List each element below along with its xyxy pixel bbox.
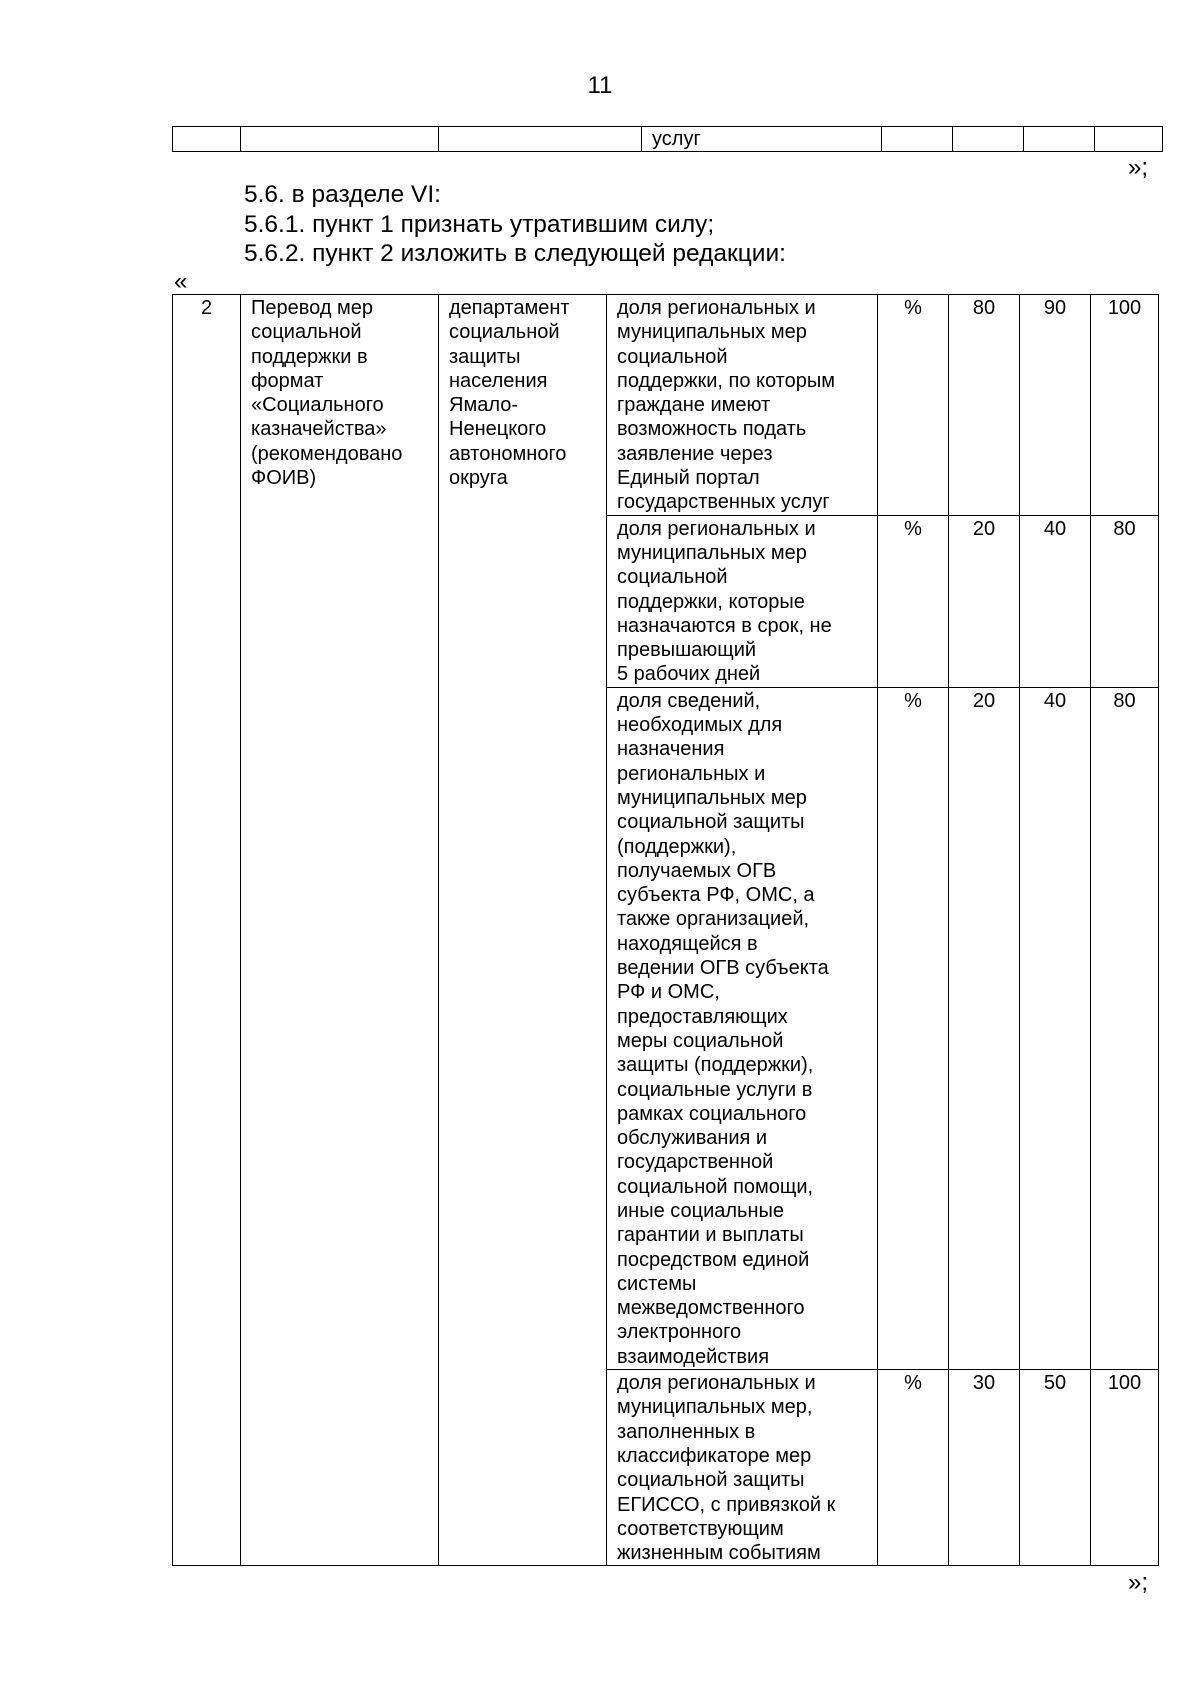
page-number: 11 <box>587 72 613 99</box>
unit-cell: % <box>878 295 949 516</box>
measures-table <box>172 294 1159 1566</box>
value-cell: 50 <box>1020 1370 1091 1566</box>
table-row <box>173 127 1163 152</box>
closing-quote-end: »; <box>1127 1569 1148 1596</box>
value-cell: 80 <box>1091 515 1159 687</box>
indicator-text-cell: доля региональных и муниципальных мер социальной поддержки, которые назначаются в срок, не превышающий 5 рабочих дней <box>607 515 878 687</box>
row-number-cell: 2 <box>173 295 241 1566</box>
table-cell <box>953 127 1024 152</box>
indicator-text-cell: доля сведений, необходимых для назначения региональных и муниципальных мер социальной защиты (поддержки), получаемых ОГВ субъекта РФ, ОМС, а также организацией, находящейся в ведении ОГВ субъекта РФ и ОМС, предоставляющих меры социальной защиты (поддержки), социальные услуги в рамках социального обслуживания и государственной социальной помощи, иные социальные гарантии и выплаты посредством единой системы межведомственного электронного взаимодействия <box>607 687 878 1369</box>
table-cell <box>241 127 439 152</box>
indicator-text-cell: доля региональных и муниципальных мер, заполненных в классификаторе мер социальной защиты ЕГИССО, с привязкой к соответствующим жизненным событиям <box>607 1370 878 1566</box>
measure-cell: Перевод мер социальной поддержки в формат «Социального казначейства» (рекомендовано ФОИВ) <box>241 295 439 1566</box>
unit-cell: % <box>878 515 949 687</box>
paragraph-item-2: 5.6.2. пункт 2 изложить в следующей редакции: <box>244 240 786 267</box>
value-cell: 40 <box>1020 515 1091 687</box>
table-cell <box>882 127 953 152</box>
opening-quote: « <box>174 268 188 295</box>
table-cell <box>1024 127 1095 152</box>
value-cell: 40 <box>1020 687 1091 1369</box>
responsible-cell: департамент социальной защиты населения Ямало- Ненецкого автономного округа <box>439 295 607 1566</box>
previous-table-tail <box>172 126 1163 152</box>
table-cell <box>173 127 241 152</box>
table-cell <box>439 127 642 152</box>
value-cell: 30 <box>949 1370 1020 1566</box>
value-cell: 80 <box>949 295 1020 516</box>
table-cell: услуг <box>642 127 882 152</box>
indicator-text-cell: доля региональных и муниципальных мер социальной поддержки, по которым граждане имеют возможность подать заявление через Единый портал государственных услуг <box>607 295 878 516</box>
paragraph-section: 5.6. в разделе VI: <box>244 181 441 208</box>
unit-cell: % <box>878 1370 949 1566</box>
value-cell: 20 <box>949 687 1020 1369</box>
value-cell: 100 <box>1091 1370 1159 1566</box>
value-cell: 90 <box>1020 295 1091 516</box>
closing-quote: »; <box>1127 154 1148 181</box>
value-cell: 20 <box>949 515 1020 687</box>
paragraph-item-1: 5.6.1. пункт 1 признать утратившим силу; <box>244 211 715 238</box>
table-row <box>173 295 1159 516</box>
value-cell: 100 <box>1091 295 1159 516</box>
unit-cell: % <box>878 687 949 1369</box>
table-cell <box>1095 127 1163 152</box>
value-cell: 80 <box>1091 687 1159 1369</box>
